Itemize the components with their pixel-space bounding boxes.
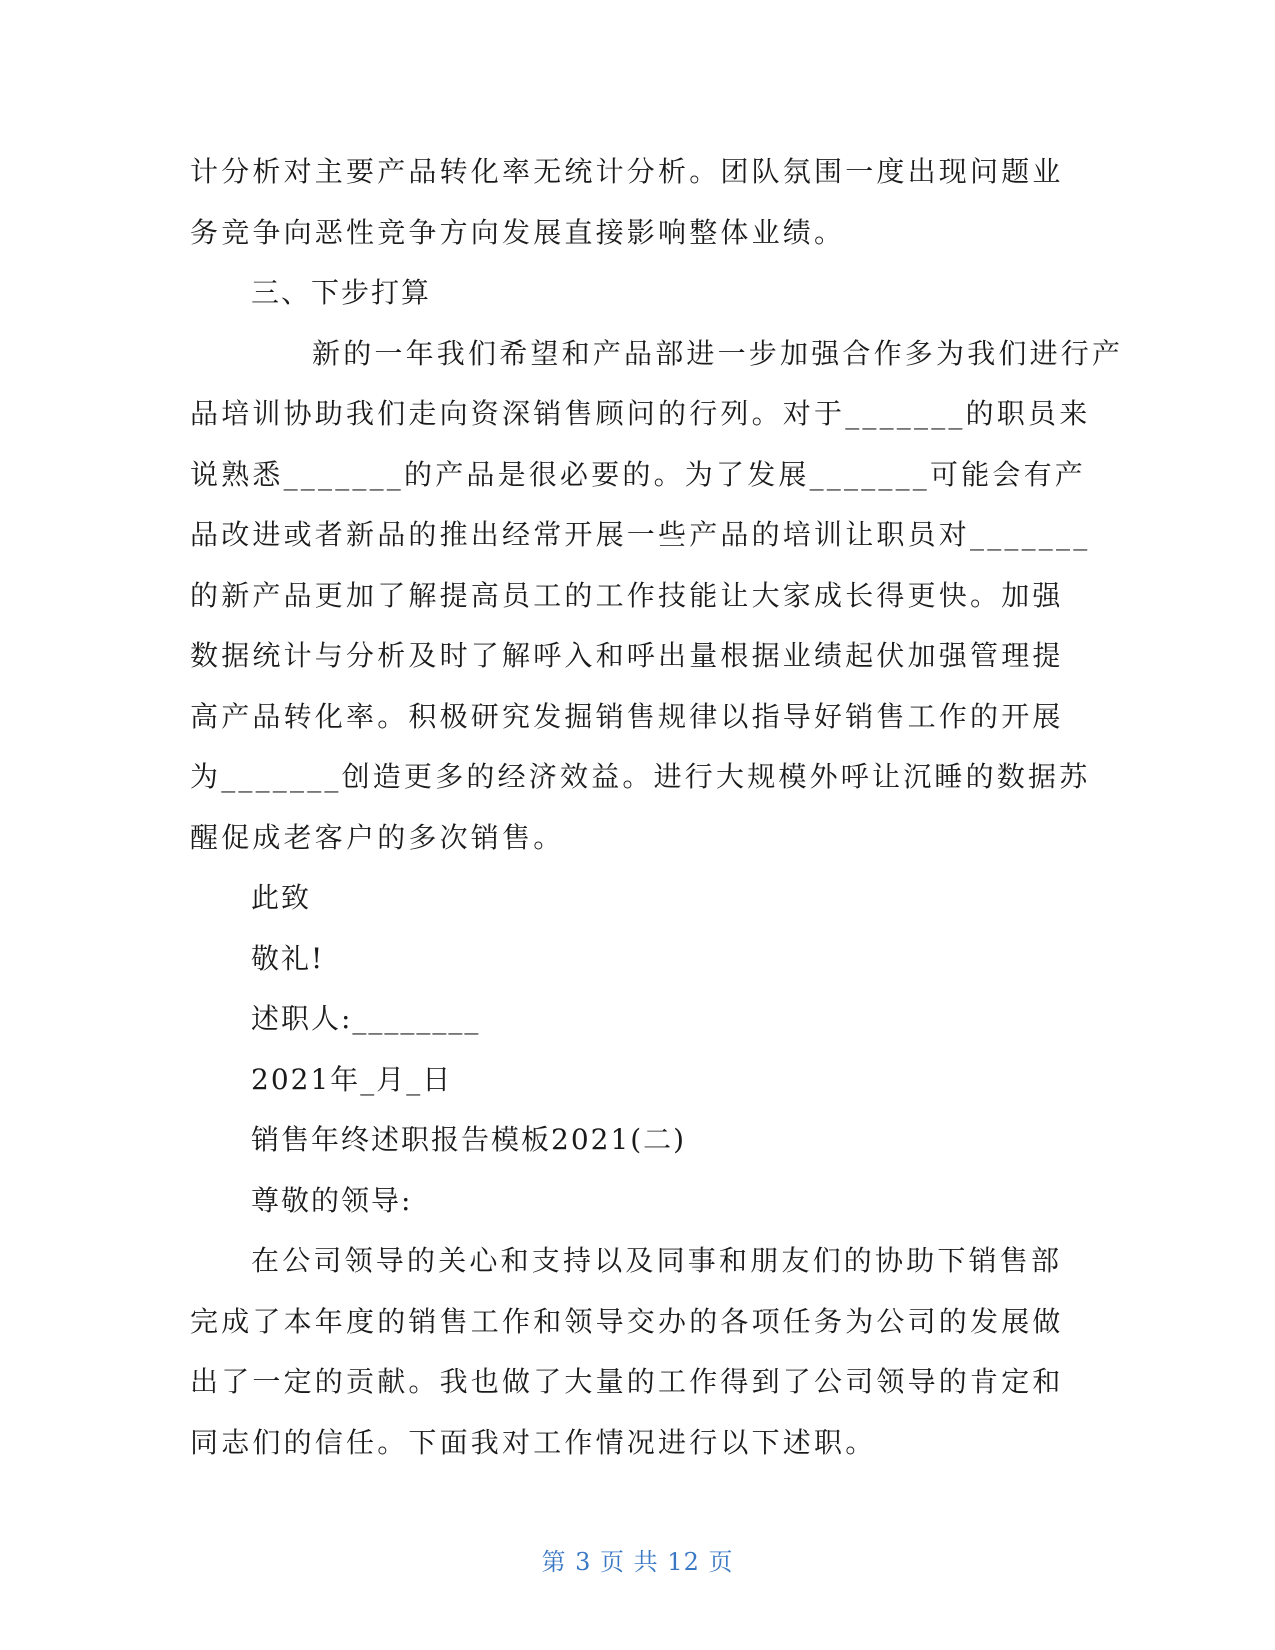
text-line: 品培训协助我们走向资深销售顾问的行列。对于_______的职员来 [190, 397, 1091, 430]
reporter-signature-line [190, 989, 1080, 1050]
closing-regards [190, 929, 1080, 990]
text-line: 敬礼! [251, 941, 325, 975]
text-line: 品改进或者新品的推出经常开展一些产品的培训让职员对_______ [190, 518, 1091, 551]
date-line [190, 1050, 1080, 1111]
text-line: 此致 [251, 881, 312, 914]
paragraph-conversion-analysis [190, 142, 1080, 263]
text-line: 新的一年我们希望和产品部进一步加强合作多为我们进行产 [312, 336, 1124, 370]
section-heading-next-steps [190, 263, 1080, 324]
text-line: 说熟悉_______的产品是很必要的。为了发展_______可能会有产 [190, 457, 1087, 491]
paragraph-introduction [190, 1231, 1080, 1473]
section-title-template-two [190, 1110, 1080, 1171]
text-line: 醒促成老客户的多次销售。 [190, 820, 565, 854]
text-line: 高产品转化率。积极研究发掘销售规律以指导好销售工作的开展 [190, 699, 1064, 733]
text-line: 数据统计与分析及时了解呼入和呼出量根据业绩起伏加强管理提 [190, 639, 1064, 672]
text-line: 计分析对主要产品转化率无统计分析。团队氛围一度出现问题业 [190, 155, 1064, 188]
text-line: 销售年终述职报告模板2021(二) [251, 1123, 687, 1156]
closing-salutation [190, 868, 1080, 929]
text-line: 三、下步打算 [251, 276, 432, 309]
text-line: 为_______创造更多的经济效益。进行大规模外呼让沉睡的数据苏 [190, 760, 1091, 793]
text-line: 尊敬的领导: [251, 1183, 413, 1217]
greeting-line [190, 1171, 1080, 1232]
paragraph-next-year-plan [190, 324, 1124, 869]
text-line: 的新产品更加了解提高员工的工作技能让大家成长得更快。加强 [190, 578, 1064, 612]
text-line: 2021年_月_日 [251, 1062, 453, 1096]
text-line: 完成了本年度的销售工作和领导交办的各项任务为公司的发展做 [190, 1304, 1064, 1338]
document-body [190, 142, 1124, 1473]
text-line: 在公司领导的关心和支持以及同事和朋友们的协助下销售部 [251, 1244, 1063, 1277]
text-line: 出了一定的贡献。我也做了大量的工作得到了公司领导的肯定和 [190, 1365, 1064, 1398]
text-line: 同志们的信任。下面我对工作情况进行以下述职。 [190, 1425, 877, 1459]
page-number-footer: 第 3 页 共 12 页 [541, 1548, 734, 1576]
text-line: 述职人:________ [251, 1002, 481, 1035]
text-line: 务竞争向恶性竞争方向发展直接影响整体业绩。 [190, 215, 846, 249]
